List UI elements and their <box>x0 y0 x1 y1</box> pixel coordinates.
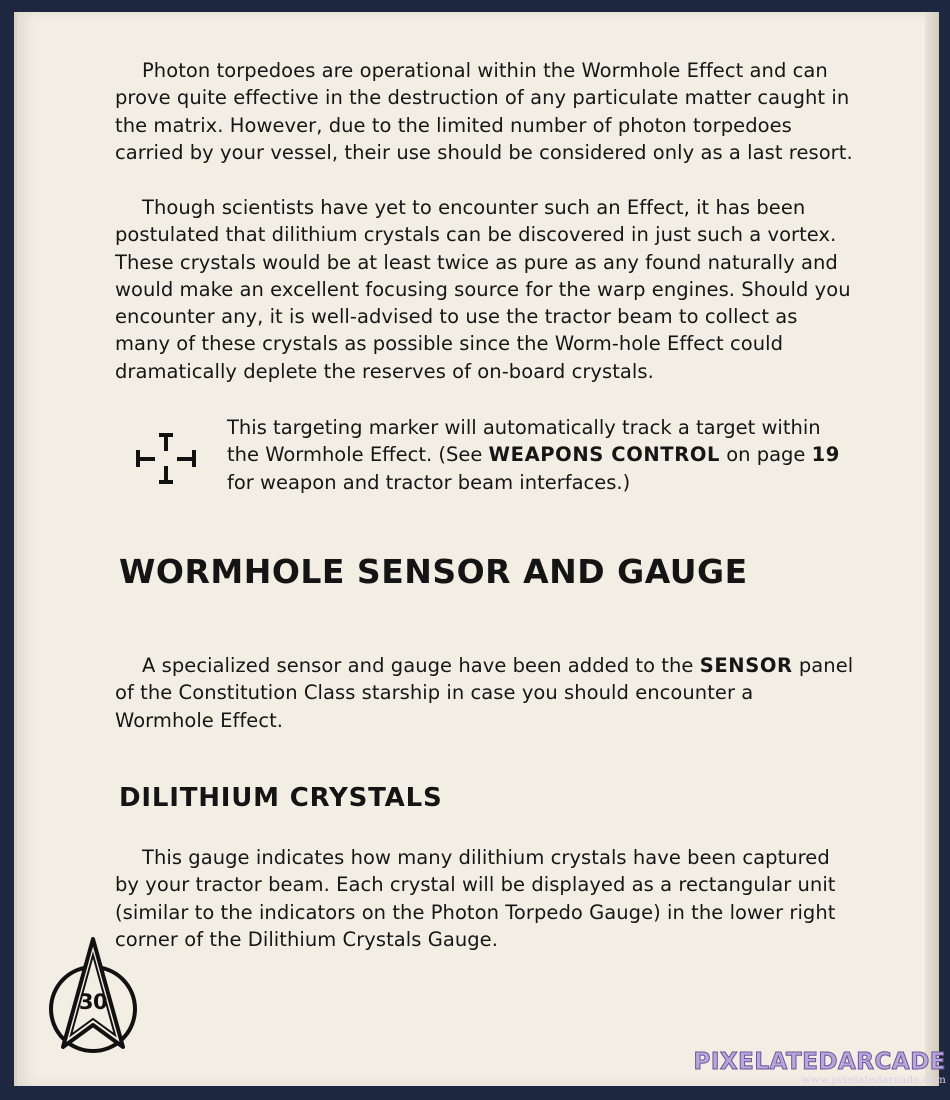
page-reference: 19 <box>811 443 840 467</box>
marker-text-part: for weapon and tractor beam interfaces.) <box>227 470 631 494</box>
marker-text-part: on page <box>720 443 812 467</box>
weapons-control-reference: WEAPONS CONTROL <box>488 443 721 467</box>
page-number: 30 <box>78 990 108 1014</box>
manual-page <box>14 12 939 1086</box>
watermark-title: PIXELATEDARCADE <box>693 1049 946 1075</box>
sensor-text-part: A specialized sensor and gauge have been added to the <box>142 654 700 677</box>
paragraph-dilithium-vortex <box>115 194 855 385</box>
targeting-marker-icon <box>135 432 197 484</box>
sensor-text-part: panel of the Constitution Class starship in case you should encounter a Wormhole Effect. <box>115 654 854 732</box>
paragraph-text: Photon torpedoes are operational within the Wormhole Effect and can prove quite effective in the destruction of any particulate matter caught in the matrix. However, due to the limited number of photon torpedoes carried by your vessel, their use should be considered only as a last resort. <box>115 59 853 164</box>
paragraph-photon-torpedoes <box>115 57 855 166</box>
watermark-url: www.pixelatedarcade.com <box>801 1074 946 1086</box>
paragraph-text: This gauge indicates how many dilithium crystals have been captured by your tractor beam. Each crystal will be displayed as a rectangular unit (similar to the indicators on the Photon Torpedo Gauge) in the lower right corner of the Dilithium Crystals Gauge. <box>115 846 836 951</box>
sensor-panel-reference: SENSOR <box>699 654 793 677</box>
heading-wormhole-sensor: WORMHOLE SENSOR AND GAUGE <box>119 552 748 591</box>
targeting-marker-description <box>227 414 852 496</box>
marker-text-part: This targeting marker will automatically track a target within the Wormhole Effect. (See <box>227 416 821 467</box>
page-spine-shadow <box>925 12 939 1086</box>
watermark <box>693 1050 946 1086</box>
paragraph-sensor-gauge <box>115 652 855 734</box>
paragraph-crystals-gauge <box>115 844 855 953</box>
paragraph-text: Though scientists have yet to encounter such an Effect, it has been postulated that dilithium crystals can be discovered in just such a vortex. These crystals would be at least twice as pure as any found naturally and would make an excellent focusing source for the warp engines. Should you encounter any, it is well-advised to use the tractor beam to collect as many of these crystals as possible since the Worm-hole Effect could dramatically deplete the reserves of on-board crystals. <box>115 196 851 383</box>
heading-dilithium-crystals: DILITHIUM CRYSTALS <box>119 783 443 813</box>
page-number-badge <box>47 935 139 1059</box>
